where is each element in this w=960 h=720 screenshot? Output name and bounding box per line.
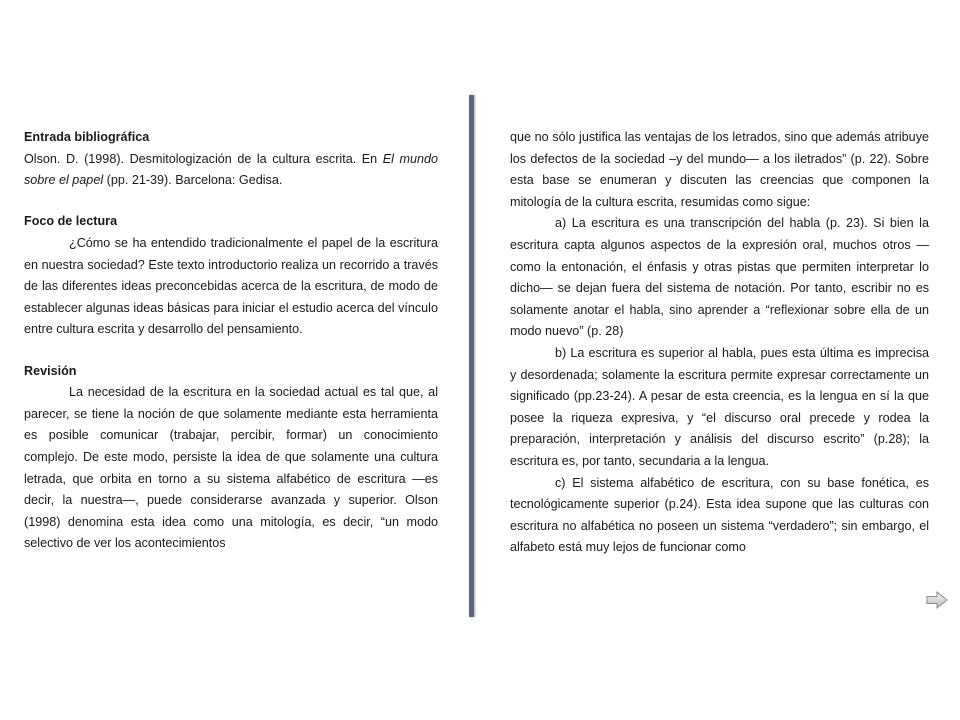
arrow-right-icon[interactable]	[925, 590, 949, 610]
reading-focus-paragraph: ¿Cómo se ha entendido tradicionalmente el papel de la escritura en nuestra sociedad? Este texto introductorio realiza un recorrido a través de las diferentes ideas preconcebidas acerca de la escritura, de modo de establecer algunas ideas básicas para iniciar el estudio acerca del vínculo entre cultura escrita y desarrollo del pensamiento.	[24, 235, 438, 337]
reference-text-end: (pp. 21-39). Barcelona: Gedisa.	[103, 173, 283, 188]
spacer	[24, 192, 438, 212]
myth-point-a: a) La escritura es una transcripción del habla (p. 23). Si bien la escritura capta algunos aspectos de la expresión oral, muchos otros —como la entonación, el énfasis y otras pistas que permiten interpretar lo dicho— se dejan fuera del sistema de notación. Por tanto, escribir no es solamente anotar el habla, sino aprender a “reflexionar sobre ella de un modo nuevo” (p. 28)	[510, 216, 929, 339]
column-divider	[469, 95, 474, 617]
review-heading: Revisión	[24, 363, 77, 378]
continuation-paragraph: que no sólo justifica las ventajas de los letrados, sino que además atribuye los defectos de la sociedad –y del mundo— a los iletrados” (p. 22). Sobre esta base se enumeran y discuten las creencias que componen la mitología de la cultura escrita, resumidas como sigue:	[510, 130, 929, 209]
reference-book-title: El mundo sobre el papel	[24, 151, 438, 188]
right-column	[510, 127, 929, 559]
reference-text-start: Olson. D. (1998). Desmitologización de la cultura escrita. En	[24, 151, 383, 166]
myth-point-c: c) El sistema alfabético de escritura, con su base fonética, es tecnológicamente superior (p.24). Esta idea supone que las culturas con escritura no alfabética no poseen un sistema “verdadero”; sin embargo, el alfabeto está muy lejos de funcionar como	[510, 475, 929, 555]
bibliographic-reference	[24, 149, 438, 192]
bibliographic-entry-heading: Entrada bibliográfica	[24, 130, 150, 144]
myth-point-b: b) La escritura es superior al habla, pues esta última es imprecisa y desordenada; solamente la escritura permite expresar correctamente un significado (pp.23-24). A pesar de esta creencia, es la lengua en sí la que posee la riqueza expresiva, y “el discurso oral precede y rodea la preparación, interpretación y análisis del discurso escrito” (p.28); la escritura es, por tanto, secundaria a la lengua.	[510, 345, 929, 468]
review-paragraph: La necesidad de la escritura en la sociedad actual es tal que, al parecer, se tiene la noción de que solamente mediante esta herramienta es posible comunicar (trabajar, percibir, formar) un conocimiento complejo. De este modo, persiste la idea de que solamente una cultura letrada, que orbita en torno a su sistema alfabético de escritura —es decir, la nuestra—, puede considerarse avanzada y superior. Olson (1998) denomina esta idea como una mitología, es decir, “un modo selectivo de ver los acontecimientos	[24, 385, 438, 551]
reading-focus-heading: Foco de lectura	[24, 214, 118, 229]
spacer	[24, 341, 438, 361]
left-column	[24, 127, 438, 555]
